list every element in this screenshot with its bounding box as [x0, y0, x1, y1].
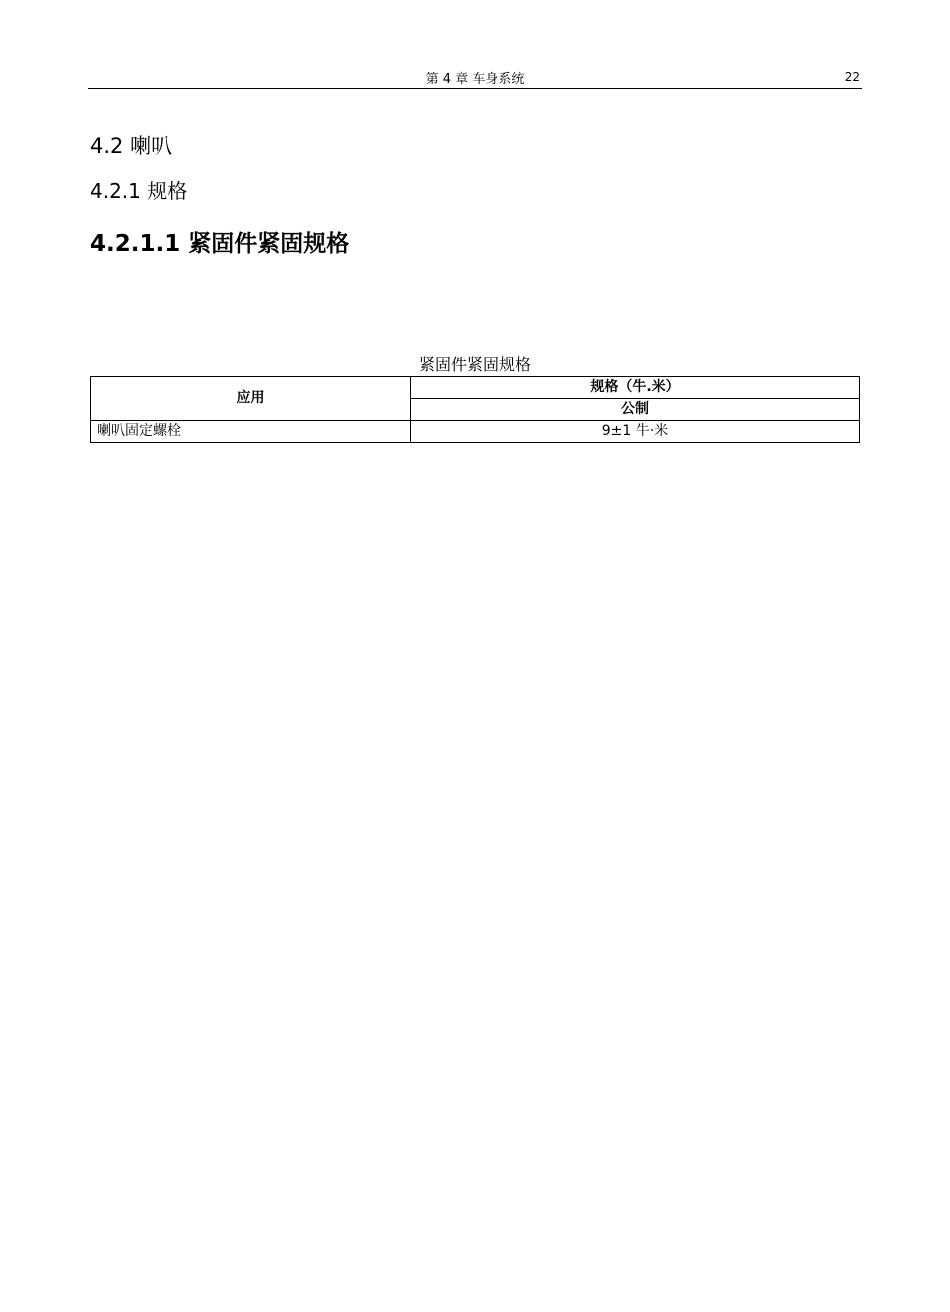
- page-header: [88, 64, 862, 89]
- header-metric: 公制: [411, 399, 860, 421]
- table-header-row: [91, 377, 860, 399]
- section-heading: 4.2 喇叭: [90, 134, 173, 158]
- subsubsection-heading: 4.2.1.1 紧固件紧固规格: [90, 231, 350, 257]
- page-number: 22: [844, 70, 860, 84]
- subsection-heading: 4.2.1 规格: [90, 179, 188, 203]
- header-spec: 规格（牛.米）: [411, 377, 860, 399]
- header-application: 应用: [91, 377, 411, 421]
- table-row: [91, 421, 860, 443]
- table-caption: 紧固件紧固规格: [418, 355, 531, 374]
- chapter-title: 第 4 章 车身系统: [425, 72, 525, 87]
- cell-metric-value: 9±1 牛·米: [411, 421, 860, 443]
- cell-application: 喇叭固定螺栓: [91, 421, 411, 443]
- fastener-spec-table: [90, 376, 860, 443]
